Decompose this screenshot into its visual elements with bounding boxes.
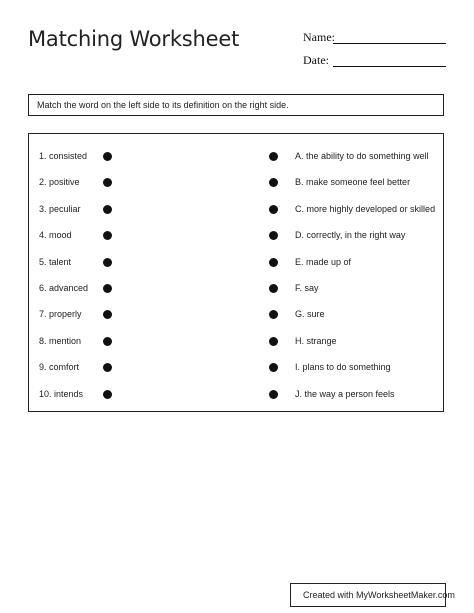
definition-item: A. the ability to do something well: [295, 151, 429, 161]
match-row: [29, 255, 443, 271]
definition-dot[interactable]: [269, 258, 278, 267]
term-dot[interactable]: [103, 310, 112, 319]
matching-area: [28, 133, 444, 412]
match-row: [29, 307, 443, 323]
term-dot[interactable]: [103, 337, 112, 346]
term-dot[interactable]: [103, 178, 112, 187]
term-dot[interactable]: [103, 205, 112, 214]
name-label: Name:: [303, 30, 335, 44]
definition-dot[interactable]: [269, 231, 278, 240]
match-row: [29, 281, 443, 297]
term-item: 10. intends: [39, 389, 84, 399]
definition-item: I. plans to do something: [295, 362, 391, 372]
instructions-text: Match the word on the left side to its definition on the right side.: [37, 100, 289, 110]
definition-item: E. made up of: [295, 257, 352, 267]
definition-item: D. correctly, in the right way: [295, 230, 406, 240]
term-item: 5. talent: [39, 257, 72, 267]
match-row: [29, 175, 443, 191]
definition-item: J. the way a person feels: [295, 389, 395, 399]
footer-credit[interactable]: [290, 583, 455, 607]
date-field-line[interactable]: [333, 66, 446, 67]
term-dot[interactable]: [103, 284, 112, 293]
term-dot[interactable]: [103, 390, 112, 399]
date-label: Date:: [303, 53, 329, 67]
match-row: [29, 149, 443, 165]
term-dot[interactable]: [103, 152, 112, 161]
definition-dot[interactable]: [269, 310, 278, 319]
match-row: [29, 387, 443, 403]
definition-dot[interactable]: [269, 337, 278, 346]
term-item: 7. properly: [39, 309, 82, 319]
match-row: [29, 202, 443, 218]
definition-dot[interactable]: [269, 284, 278, 293]
match-row: [29, 228, 443, 244]
term-dot[interactable]: [103, 258, 112, 267]
instructions-box: [28, 94, 444, 116]
term-item: 9. comfort: [39, 362, 80, 372]
term-item: 6. advanced: [39, 283, 89, 293]
definition-item: F. say: [295, 283, 319, 293]
term-item: 8. mention: [39, 336, 82, 346]
definition-item: B. make someone feel better: [295, 177, 411, 187]
match-row: [29, 360, 443, 376]
term-item: 2. positive: [39, 177, 80, 187]
match-row: [29, 334, 443, 350]
definition-dot[interactable]: [269, 152, 278, 161]
definition-dot[interactable]: [269, 363, 278, 372]
definition-item: C. more highly developed or skilled: [295, 204, 436, 214]
definition-dot[interactable]: [269, 178, 278, 187]
definition-dot[interactable]: [269, 205, 278, 214]
term-item: 4. mood: [39, 230, 72, 240]
term-dot[interactable]: [103, 363, 112, 372]
term-item: 3. peculiar: [39, 204, 81, 214]
term-dot[interactable]: [103, 231, 112, 240]
page-title: Matching Worksheet: [28, 27, 240, 51]
definition-dot[interactable]: [269, 390, 278, 399]
name-field-line[interactable]: [333, 43, 446, 44]
definition-item: H. strange: [295, 336, 337, 346]
footer-text: Created with MyWorksheetMaker.com: [303, 590, 455, 600]
definition-item: G. sure: [295, 309, 325, 319]
term-item: 1. consisted: [39, 151, 88, 161]
